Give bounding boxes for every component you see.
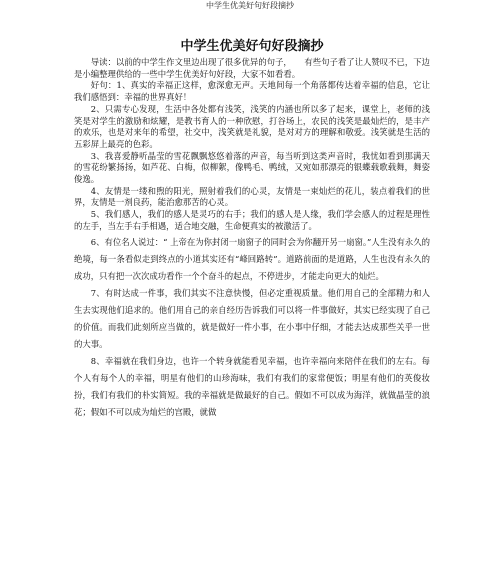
page-header: 中学生优美好句好段摘抄 xyxy=(206,1,294,10)
good-sentence-1: 好句：1、真实的幸福正这样，愈深愈无声。天地间每一个角落都传达着幸福的信息，它让我们感悟到：幸福的世界真好！ xyxy=(74,80,430,103)
good-sentence-3: 3、我喜爱静听晶莹的雪花飘飘悠悠着落的声音，每当听到这类声音时，我忧如看到那满天的雪花纷繁扬扬，如芦花、白梅，似柳絮，像鸭毛、鸭绒，又宛如那漂亮的银蝶载歌载舞，舞姿俊逸。 xyxy=(74,150,430,185)
good-sentence-8: 8、幸福就在我们身边，也许一个转身就能看见幸福，也许幸福向来陪伴在我们的左右。每个人有每个人的幸福，明星有他们的山珍海味，我们有我们的家常便饭；明星有他们的英俊妆扮，我们有我们的朴实简短。我的幸福就是做最好的自己。假如不可以成为海洋，就做晶莹的浪花；假如不可以成为灿烂的宫殿，就做 xyxy=(74,355,430,417)
intro-paragraph: 导读：以前的中学生作文里边出现了很多优异的句子， 有些句子看了让人赞叹不已，下边是小编整理供给的一些中学生优美好句好段，大家不如看看。 xyxy=(74,57,430,79)
good-sentence-4: 4、友情是一缕和煦的阳光，照射着我们的心灵，友情是一束灿烂的花儿，装点着我们的世界，友情是一剂良药，能治愈那苦的心灵。 xyxy=(74,185,430,208)
intro-section xyxy=(74,57,430,233)
good-sentence-7: 7、有时达成一件事，我们其实不注意快慢，但必定重视质量。他们用自己的全部精力和人生去实现他们追求的。他们用自己的亲自经历告诉我们可以将一件事做好，其实已经实现了自己的价值。而我们此刻所应当做的，就是做好一件小事，在小事中仔细，才能去达成那些关乎一世的大事。 xyxy=(74,287,430,349)
body-section xyxy=(74,234,430,421)
document-title: 中学生优美好句好段摘抄 xyxy=(180,39,324,54)
good-sentence-2: 2、只需专心发现，生活中各处都有浅笑，浅笑的内涵也所以多了起来，课堂上，老师的浅笑是对学生的激励和炫耀，是教书育人的一种欣慰，打谷场上，农民的浅笑是最灿烂的，是丰产的欢乐，也是对来年的希望，社交中，浅笑就是礼貌，是对对方的理解和敬爱。浅笑就是生活的五彩屏上最亮的色彩。 xyxy=(74,103,430,149)
document-page xyxy=(74,38,430,421)
good-sentence-5: 5、我们感人，我们的感人是灵巧的右手；我们的感人是人缘，我们学会感人的过程是理性的左手，当左手右手相遇，适合地交融，生命便真实的被激活了。 xyxy=(74,209,430,231)
good-sentence-6: 6、有位名人说过：“ 上帝在为你封闭一扇窗子的同时会为你翻开另一扇窗。”人生没有永久的绝境，每一条看似走到终点的小道其实还有“峰回路转”。道路前面的是道路，人生也没有永久的成功，只有把一次次成功看作一个个奋斗的起点，不停进步，才能走向更大的灿烂。 xyxy=(74,236,430,281)
